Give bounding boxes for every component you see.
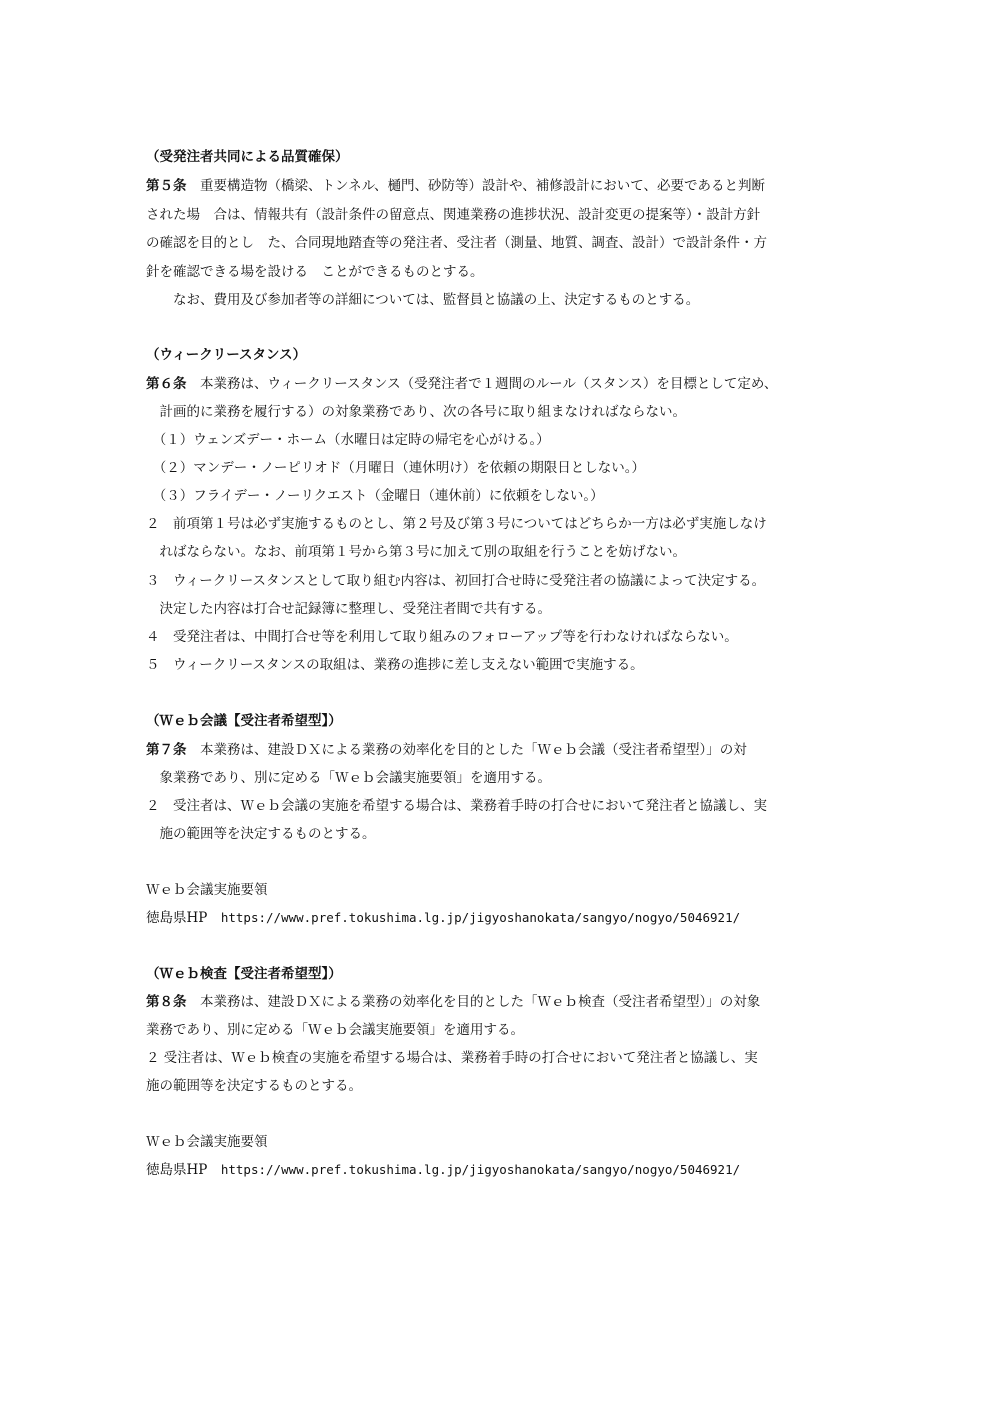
article-6-item: （３）フライデー・ノーリクエスト（金曜日（連休前）に依頼をしない。） <box>146 488 604 504</box>
article-5-line: 針を確認できる場を設ける ことができるものとする。 <box>146 264 484 280</box>
article-6-paragraph: ５ ウィークリースタンスの取組は、業務の進捗に差し支えない範囲で実施する。 <box>146 657 644 673</box>
article-6-paragraph: ２ 前項第１号は必ず実施するものとし、第２号及び第３号についてはどちらか一方は必ず実施しなけ <box>146 516 767 532</box>
ref-prefix: 徳島県HP <box>146 1162 221 1178</box>
article-6-item: （１）ウェンズデー・ホーム（水曜日は定時の帰宅を心がける。） <box>146 432 550 448</box>
article-7-label: 第７条 <box>146 742 187 758</box>
article-7-ref-line <box>146 908 740 928</box>
reference-url-link[interactable]: https://www.pref.tokushima.lg.jp/jigyoshanokata/sangyo/nogyo/5046921/ <box>220 910 741 925</box>
article-6-line: 計画的に業務を履行する）の対象業務であり、次の各号に取り組まなければならない。 <box>146 404 686 420</box>
article-5-label: 第５条 <box>146 178 187 194</box>
article-8-label: 第８条 <box>146 994 187 1010</box>
article-6-heading: （ウィークリースタンス） <box>146 347 307 363</box>
article-8-ref-line <box>146 1160 740 1180</box>
article-6-line <box>146 374 777 394</box>
article-7-line: 象業務であり、別に定める「Ｗｅｂ会議実施要領」を適用する。 <box>146 770 551 786</box>
article-6-paragraph: 決定した内容は打合せ記録簿に整理し、受発注者間で共有する。 <box>146 601 551 617</box>
article-6-paragraph: ４ 受発注者は、中間打合せ等を利用して取り組みのフォローアップ等を行わなければならない。 <box>146 629 738 645</box>
article-6-text: 本業務は、ウィークリースタンス（受発注者で１週間のルール（スタンス）を目標として定め、 <box>186 376 778 392</box>
article-7-paragraph: 施の範囲等を決定するものとする。 <box>146 826 376 842</box>
article-5-heading: （受発注者共同による品質確保） <box>146 149 349 165</box>
article-7-paragraph: ２ 受注者は、Ｗｅｂ会議の実施を希望する場合は、業務着手時の打合せにおいて発注者と協議し、実 <box>146 798 767 814</box>
article-5-line: の確認を目的とし た、合同現地踏査等の発注者、受注者（測量、地質、調査、設計）で設計条件・方 <box>146 235 767 251</box>
article-7-heading: （Ｗｅｂ会議【受注者希望型】） <box>146 713 342 729</box>
reference-url-link[interactable]: https://www.pref.tokushima.lg.jp/jigyoshanokata/sangyo/nogyo/5046921/ <box>220 1162 741 1177</box>
article-7-ref-title: Ｗｅｂ会議実施要領 <box>146 882 268 898</box>
article-8-paragraph: 施の範囲等を決定するものとする。 <box>146 1078 362 1094</box>
article-8-ref-title: Ｗｅｂ会議実施要領 <box>146 1134 268 1150</box>
article-8-line: 業務であり、別に定める「Ｗｅｂ会議実施要領」を適用する。 <box>146 1022 524 1038</box>
article-5-text: 重要構造物（橋梁、トンネル、樋門、砂防等）設計や、補修設計において、必要であると判断 <box>186 178 765 194</box>
article-8-line <box>146 992 760 1012</box>
article-7-text: 本業務は、建設ＤＸによる業務の効率化を目的とした「Ｗｅｂ会議（受注者希望型）」の対 <box>186 742 747 758</box>
article-5-line: された場 合は、情報共有（設計条件の留意点、関連業務の進捗状況、設計変更の提案等）・設計方針 <box>146 207 761 223</box>
article-8-paragraph: ２ 受注者は、Ｗｅｂ検査の実施を希望する場合は、業務着手時の打合せにおいて発注者と協議し、実 <box>146 1050 758 1066</box>
article-5-line: なお、費用及び参加者等の詳細については、監督員と協議の上、決定するものとする。 <box>146 292 700 308</box>
article-6-item: （２）マンデー・ノーピリオド（月曜日（連休明け）を依頼の期限日としない。） <box>146 460 645 476</box>
article-6-paragraph: ３ ウィークリースタンスとして取り組む内容は、初回打合せ時に受発注者の協議によって決定する。 <box>146 573 766 589</box>
article-7-line <box>146 740 747 760</box>
article-8-text: 本業務は、建設ＤＸによる業務の効率化を目的とした「Ｗｅｂ検査（受注者希望型）」の対象 <box>186 994 761 1010</box>
article-6-paragraph: ればならない。なお、前項第１号から第３号に加えて別の取組を行うことを妨げない。 <box>146 544 686 560</box>
ref-prefix: 徳島県HP <box>146 910 221 926</box>
article-5-line <box>146 176 765 196</box>
article-6-label: 第６条 <box>146 376 187 392</box>
article-8-heading: （Ｗｅｂ検査【受注者希望型】） <box>146 966 342 982</box>
